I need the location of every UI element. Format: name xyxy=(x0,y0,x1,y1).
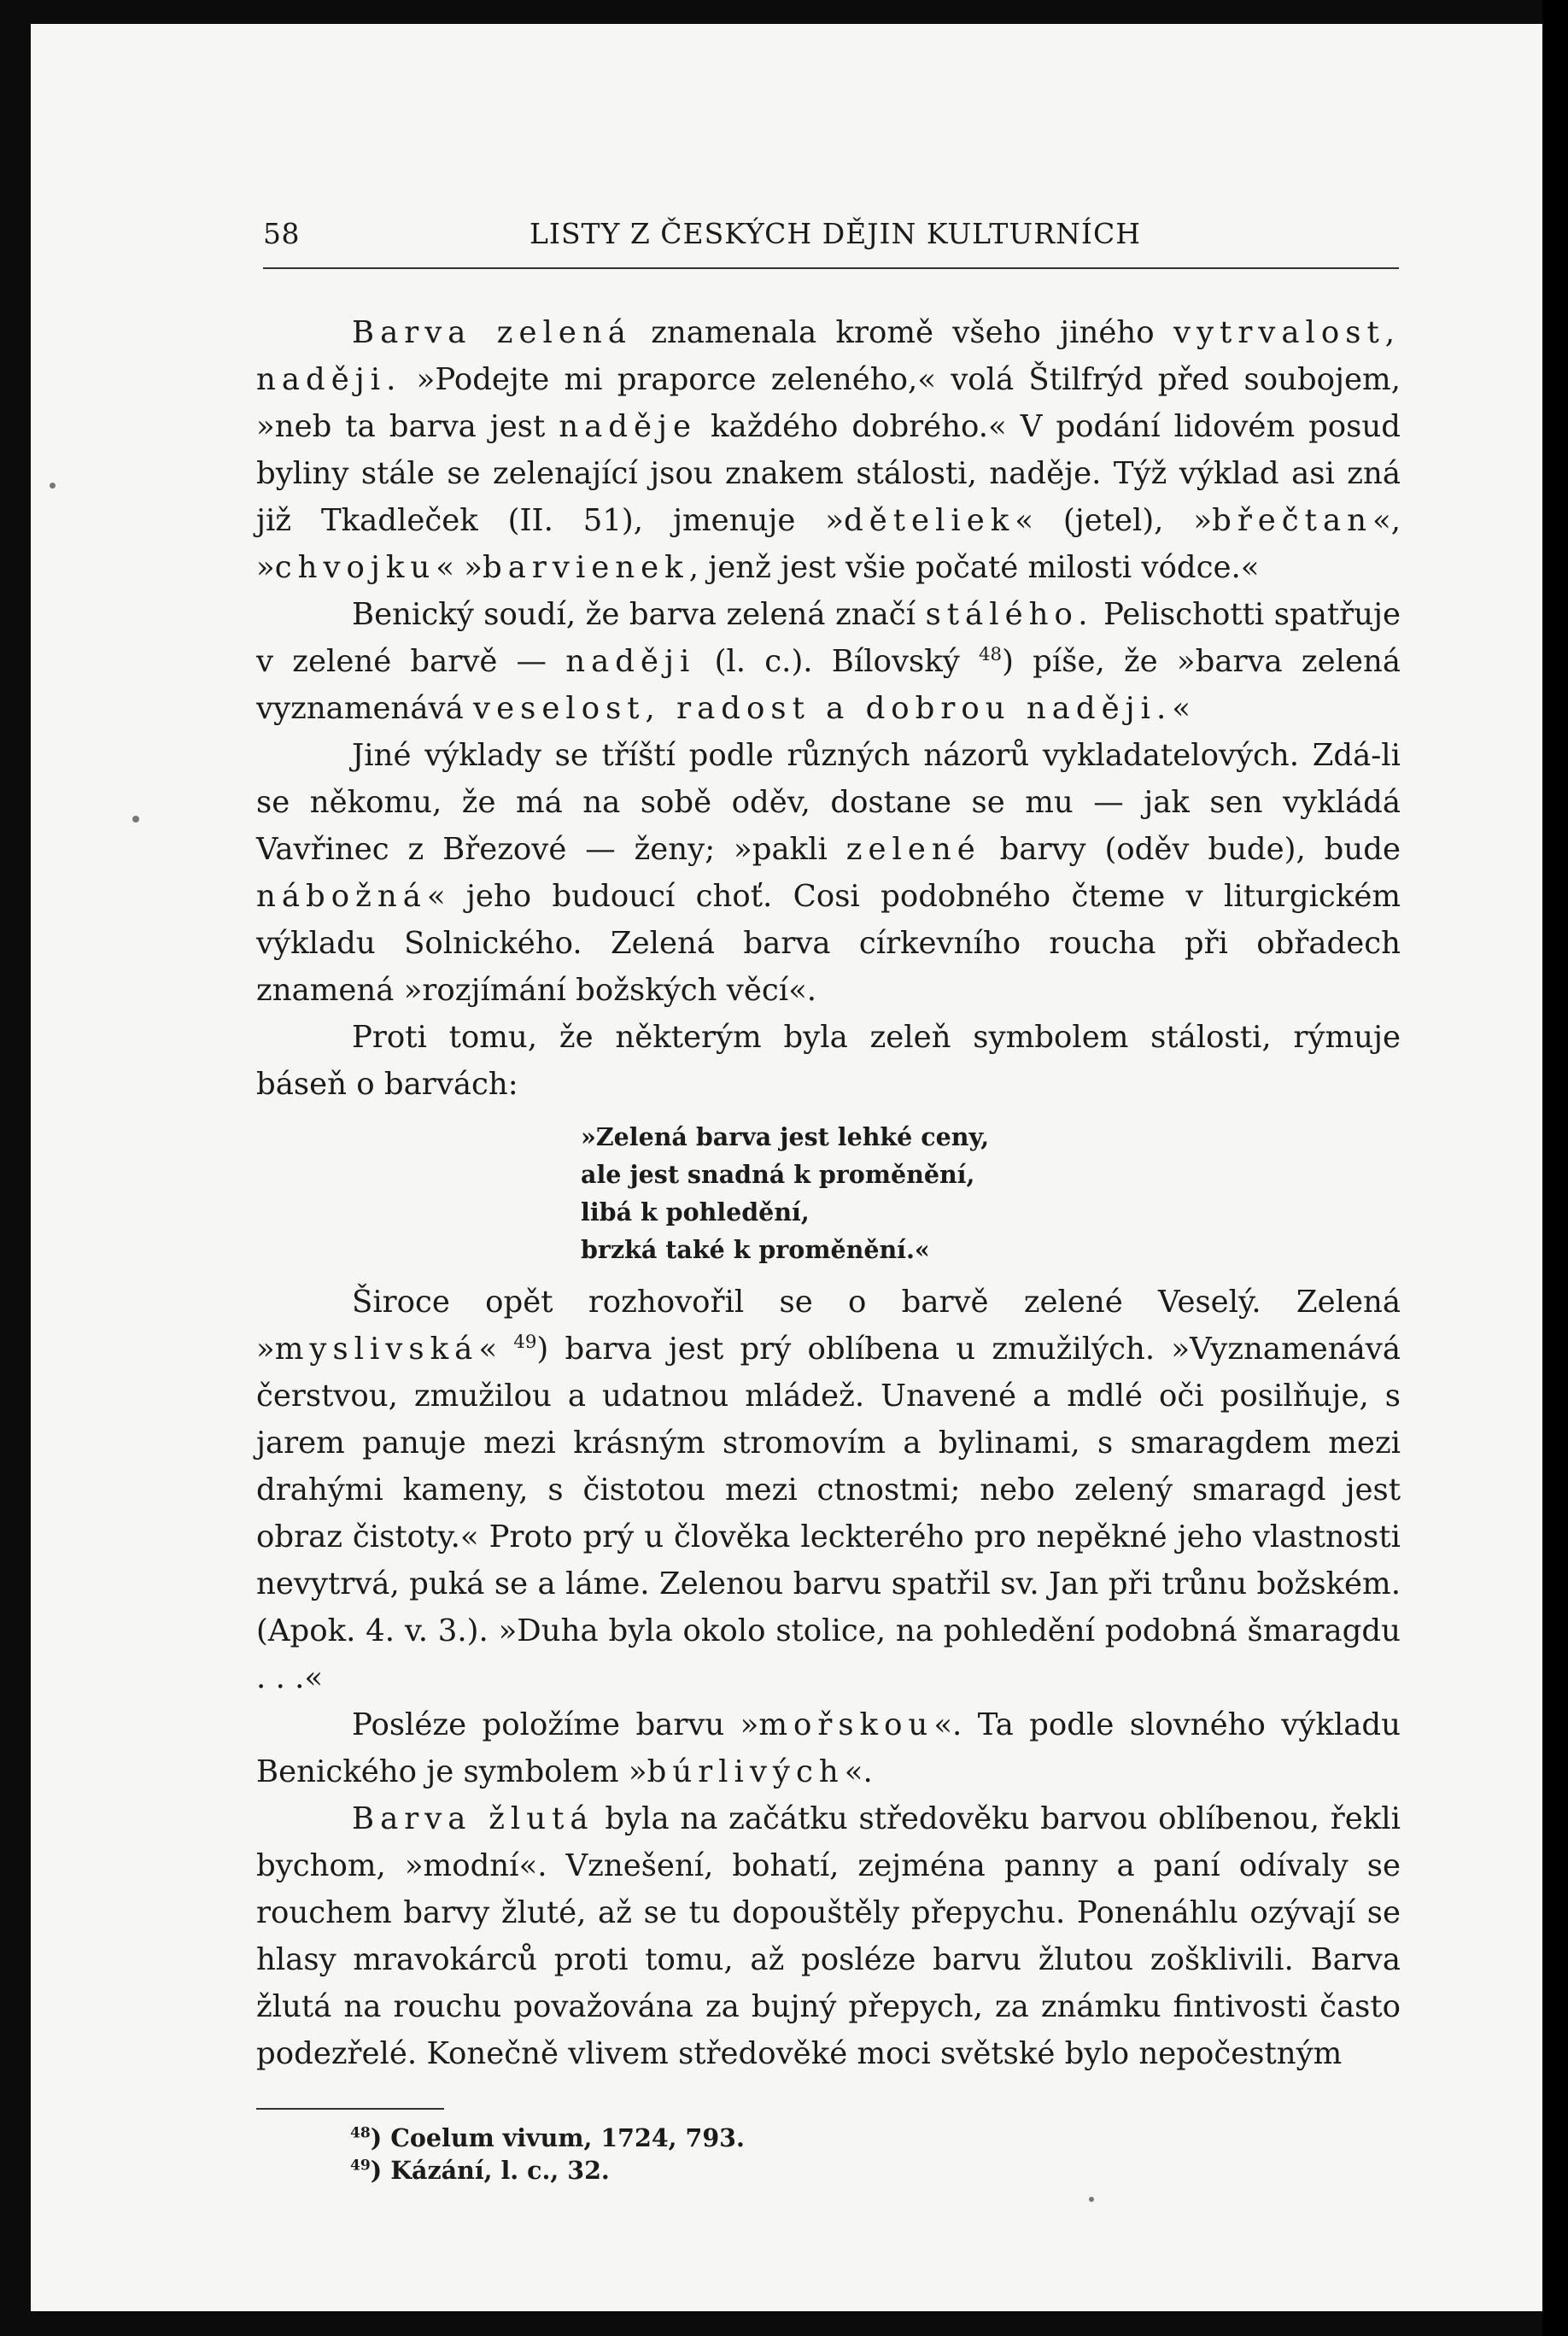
footnote-rule xyxy=(256,2108,444,2110)
text-run: « (jetel), » xyxy=(1015,503,1213,538)
text-run: Proti tomu, že některým byla zeleň symbolem stálosti, rýmuje báseň o barvách: xyxy=(256,1020,1401,1102)
text-run: « xyxy=(1172,691,1191,726)
paragraph xyxy=(256,1701,1401,1795)
footnote xyxy=(350,2154,1401,2187)
footnote-number: 48 xyxy=(350,2124,371,2142)
text-run: Jiné výklady se tříští podle různých názorů vykladatelových. Zdá-li se někomu, že má na sobě oděv, dostane se mu — jak sen vykládá Vavřinec z Březové — ženy; »pakli xyxy=(256,738,1401,867)
spaced-term: myslivská xyxy=(274,1332,479,1367)
spaced-term: Barva zelená xyxy=(352,315,632,350)
text-run: Benický soudí, že barva zelená značí xyxy=(352,597,926,632)
footnote-marker: 49 xyxy=(513,1332,537,1354)
page-number: 58 xyxy=(263,217,300,250)
dust-speck xyxy=(1089,2197,1094,2202)
running-head xyxy=(256,214,1401,255)
spaced-term: naděje xyxy=(559,409,698,444)
spaced-term: nábožná xyxy=(256,879,427,914)
text-run: Pelischotti spatřuje v zelené barvě — xyxy=(256,597,1401,679)
text-run: každého dobrého.« V podání lidovém posud byliny stále se zelenající jsou znakem stálosti, naděje. Týž výklad asi zná již Tkadleček (II. 51), jmenuje » xyxy=(256,409,1401,538)
text-run: Posléze položíme barvu » xyxy=(352,1707,759,1742)
spaced-term: barvienek xyxy=(483,550,689,585)
text-run: « xyxy=(478,1332,514,1367)
text-run: «, » xyxy=(256,503,1401,585)
spaced-term: děteliek xyxy=(843,503,1015,538)
page-edge xyxy=(1542,0,1568,2336)
book-page xyxy=(256,214,1401,2185)
footnote xyxy=(350,2122,1401,2154)
text-run: ) barva jest prý oblíbena u zmužilých. »Vyznamenává čerstvou, zmužilou a udatnou mládež. Unavené a mdlé oči posilňuje, s jarem panuje mezi krásným stromovím a bylinami, s smaragdem mezi drahými kameny, s čistotou mezi ctnostmi; nebo zelený smaragd jest obraz čistoty.« Proto prý u člověka leckterého pro nepěkné jeho vlastnosti nevytrvá, puká se a láme. Zelenou barvu spatřil sv. Jan při trůnu božském. (Apok. 4. v. 3.). »Duha byla okolo stolice, na pohledění podobná šmaragdu . . .« xyxy=(256,1332,1401,1695)
paragraph xyxy=(256,591,1401,732)
verse-line: libá k pohledění, xyxy=(581,1197,810,1227)
spaced-term: zelené xyxy=(845,832,981,867)
verse-quote xyxy=(581,1118,1401,1268)
running-title: LISTY Z ČESKÝCH DĚJIN KULTURNÍCH xyxy=(529,217,1141,250)
text-run: « jeho budoucí choť. Cosi podobného čteme v liturgickém výkladu Solnického. Zelená barva církevního roucha při obřadech znamená »rozjímání božských věcí«. xyxy=(256,879,1401,1008)
spaced-term: Barva žlutá xyxy=(352,1801,594,1836)
text-run: « » xyxy=(436,550,483,585)
paragraph xyxy=(256,732,1401,1014)
footnote-text: ) Kázání, l. c., 32. xyxy=(370,2156,610,2185)
spaced-term: chvojku xyxy=(274,550,436,585)
text-run: ) píše, že »barva zelená vyznamenává xyxy=(256,644,1401,726)
spaced-term: naději xyxy=(565,644,696,679)
paragraph xyxy=(256,1795,1401,2077)
dust-speck xyxy=(132,816,139,823)
footnotes xyxy=(350,2122,1401,2187)
paragraph xyxy=(256,1014,1401,1108)
spaced-term: stálého. xyxy=(925,597,1094,632)
verse-line: »Zelená barva jest lehké ceny, xyxy=(581,1122,990,1151)
text-run: »Podejte mi praporce zeleného,« volá Štilfrýd před soubojem, »neb ta barva jest xyxy=(256,362,1401,444)
text-run: Široce opět rozhovořil se o barvě zelené Veselý. Zelená » xyxy=(256,1285,1401,1367)
spaced-term: búrlivých xyxy=(647,1754,845,1789)
text-run: byla na začátku středověku barvou oblíbenou, řekli bychom, »modní«. Vznešení, bohatí, zejména panny a paní odívaly se rouchem barvy žluté, až se tu dopouštěly přepychu. Ponenáhlu ozývají se hlasy mravokárců proti tomu, až posléze barvu žlutou zošklivili. Barva žlutá na rouchu považována za bujný přepych, za známku fintivosti často podezřelé. Konečně vlivem středověké moci světské bylo nepočestným xyxy=(256,1801,1401,2071)
page-body xyxy=(256,309,1401,2187)
text-run: (l. c.). Bílovský xyxy=(695,644,979,679)
footnote-text: ) Coelum vivum, 1724, 793. xyxy=(370,2123,745,2152)
verse-line: brzká také k proměnění.« xyxy=(581,1235,930,1264)
text-run: barvy (oděv bude), bude xyxy=(980,832,1401,867)
footnote-number: 49 xyxy=(350,2157,371,2175)
text-run: , jenž jest všie počaté milosti vódce.« xyxy=(688,550,1260,585)
text-run: «. xyxy=(844,1754,873,1789)
spaced-term: veselost, radost a dobrou naději. xyxy=(473,691,1173,726)
paragraph xyxy=(256,1279,1401,1701)
footnote-marker: 48 xyxy=(979,644,1003,666)
paragraph xyxy=(256,309,1401,591)
dust-speck xyxy=(50,483,56,489)
header-rule xyxy=(263,267,1399,269)
text-run: znamenala kromě všeho jiného xyxy=(631,315,1173,350)
verse-line: ale jest snadná k proměnění, xyxy=(581,1160,975,1189)
spaced-term: břečtan xyxy=(1212,503,1372,538)
spaced-term: vytrvalost, naději. xyxy=(256,315,1401,397)
text-run: «. Ta podle slovného výkladu Benického je symbolem » xyxy=(256,1707,1401,1789)
spaced-term: mořskou xyxy=(758,1707,934,1742)
